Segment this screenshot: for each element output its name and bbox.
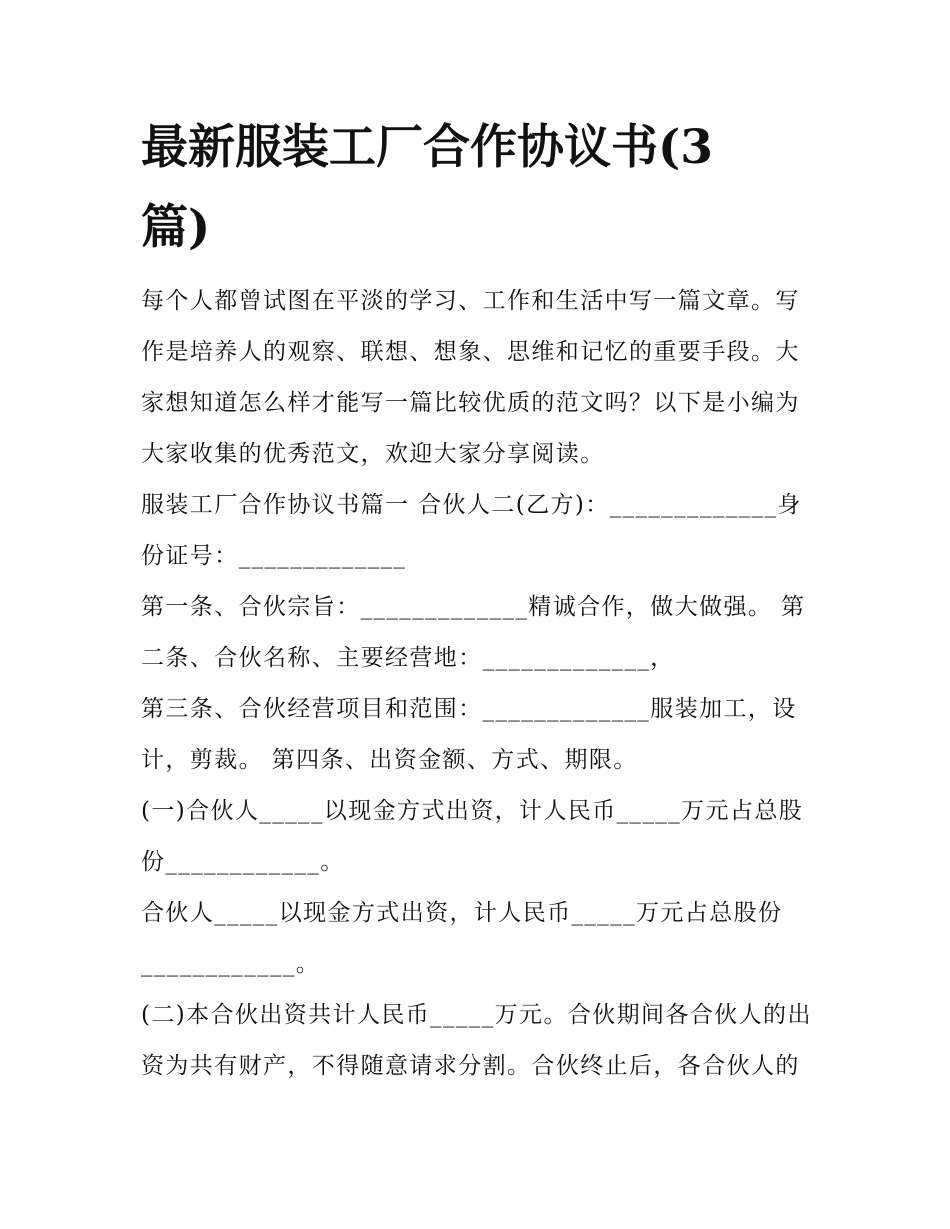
article-four-line: 计，剪裁。 第四条、出资金额、方式、期限。 [141, 747, 638, 773]
clause-two-line-2: 资为共有财产，不得随意请求分割。合伙终止后，各合伙人的 [141, 1053, 800, 1079]
intro-line-4: 大家收集的优秀范文，欢迎大家分享阅读。 [141, 441, 605, 467]
id-number-line: 份证号：_____________ [141, 543, 407, 569]
intro-line-2: 作是培养人的观察、联想、想象、思维和记忆的重要手段。大 [141, 339, 800, 365]
clause-two-line-1: (二)本合伙出资共计人民币_____万元。合伙期间各合伙人的出 [141, 1002, 812, 1028]
clause-one-line-2: 份____________。 [141, 849, 345, 875]
partner-line-2: ____________。 [141, 951, 321, 977]
clause-one-line-1: (一)合伙人_____以现金方式出资，计人民币_____万元占总股 [141, 798, 804, 824]
article-two-line: 二条、合伙名称、主要经营地：_____________， [141, 645, 675, 671]
intro-line-3: 家想知道怎么样才能写一篇比较优质的范文吗？以下是小编为 [141, 390, 800, 416]
title-line-2: 篇) [141, 200, 211, 255]
title-line-1: 最新服装工厂合作协议书(3 [141, 120, 713, 175]
article-three-line: 第三条、合伙经营项目和范围：_____________服装加工，设 [141, 696, 797, 722]
intro-line-1: 每个人都曾试图在平淡的学习、工作和生活中写一篇文章。写 [141, 288, 800, 314]
agreement-heading-line: 服装工厂合作协议书篇一 合伙人二(乙方)：_____________身 [141, 492, 802, 518]
partner-line-1: 合伙人_____以现金方式出资，计人民币_____万元占总股份 [141, 900, 783, 926]
document-title [141, 108, 821, 268]
article-one-line: 第一条、合伙宗旨：_____________精诚合作，做大做强。 第 [141, 594, 806, 620]
